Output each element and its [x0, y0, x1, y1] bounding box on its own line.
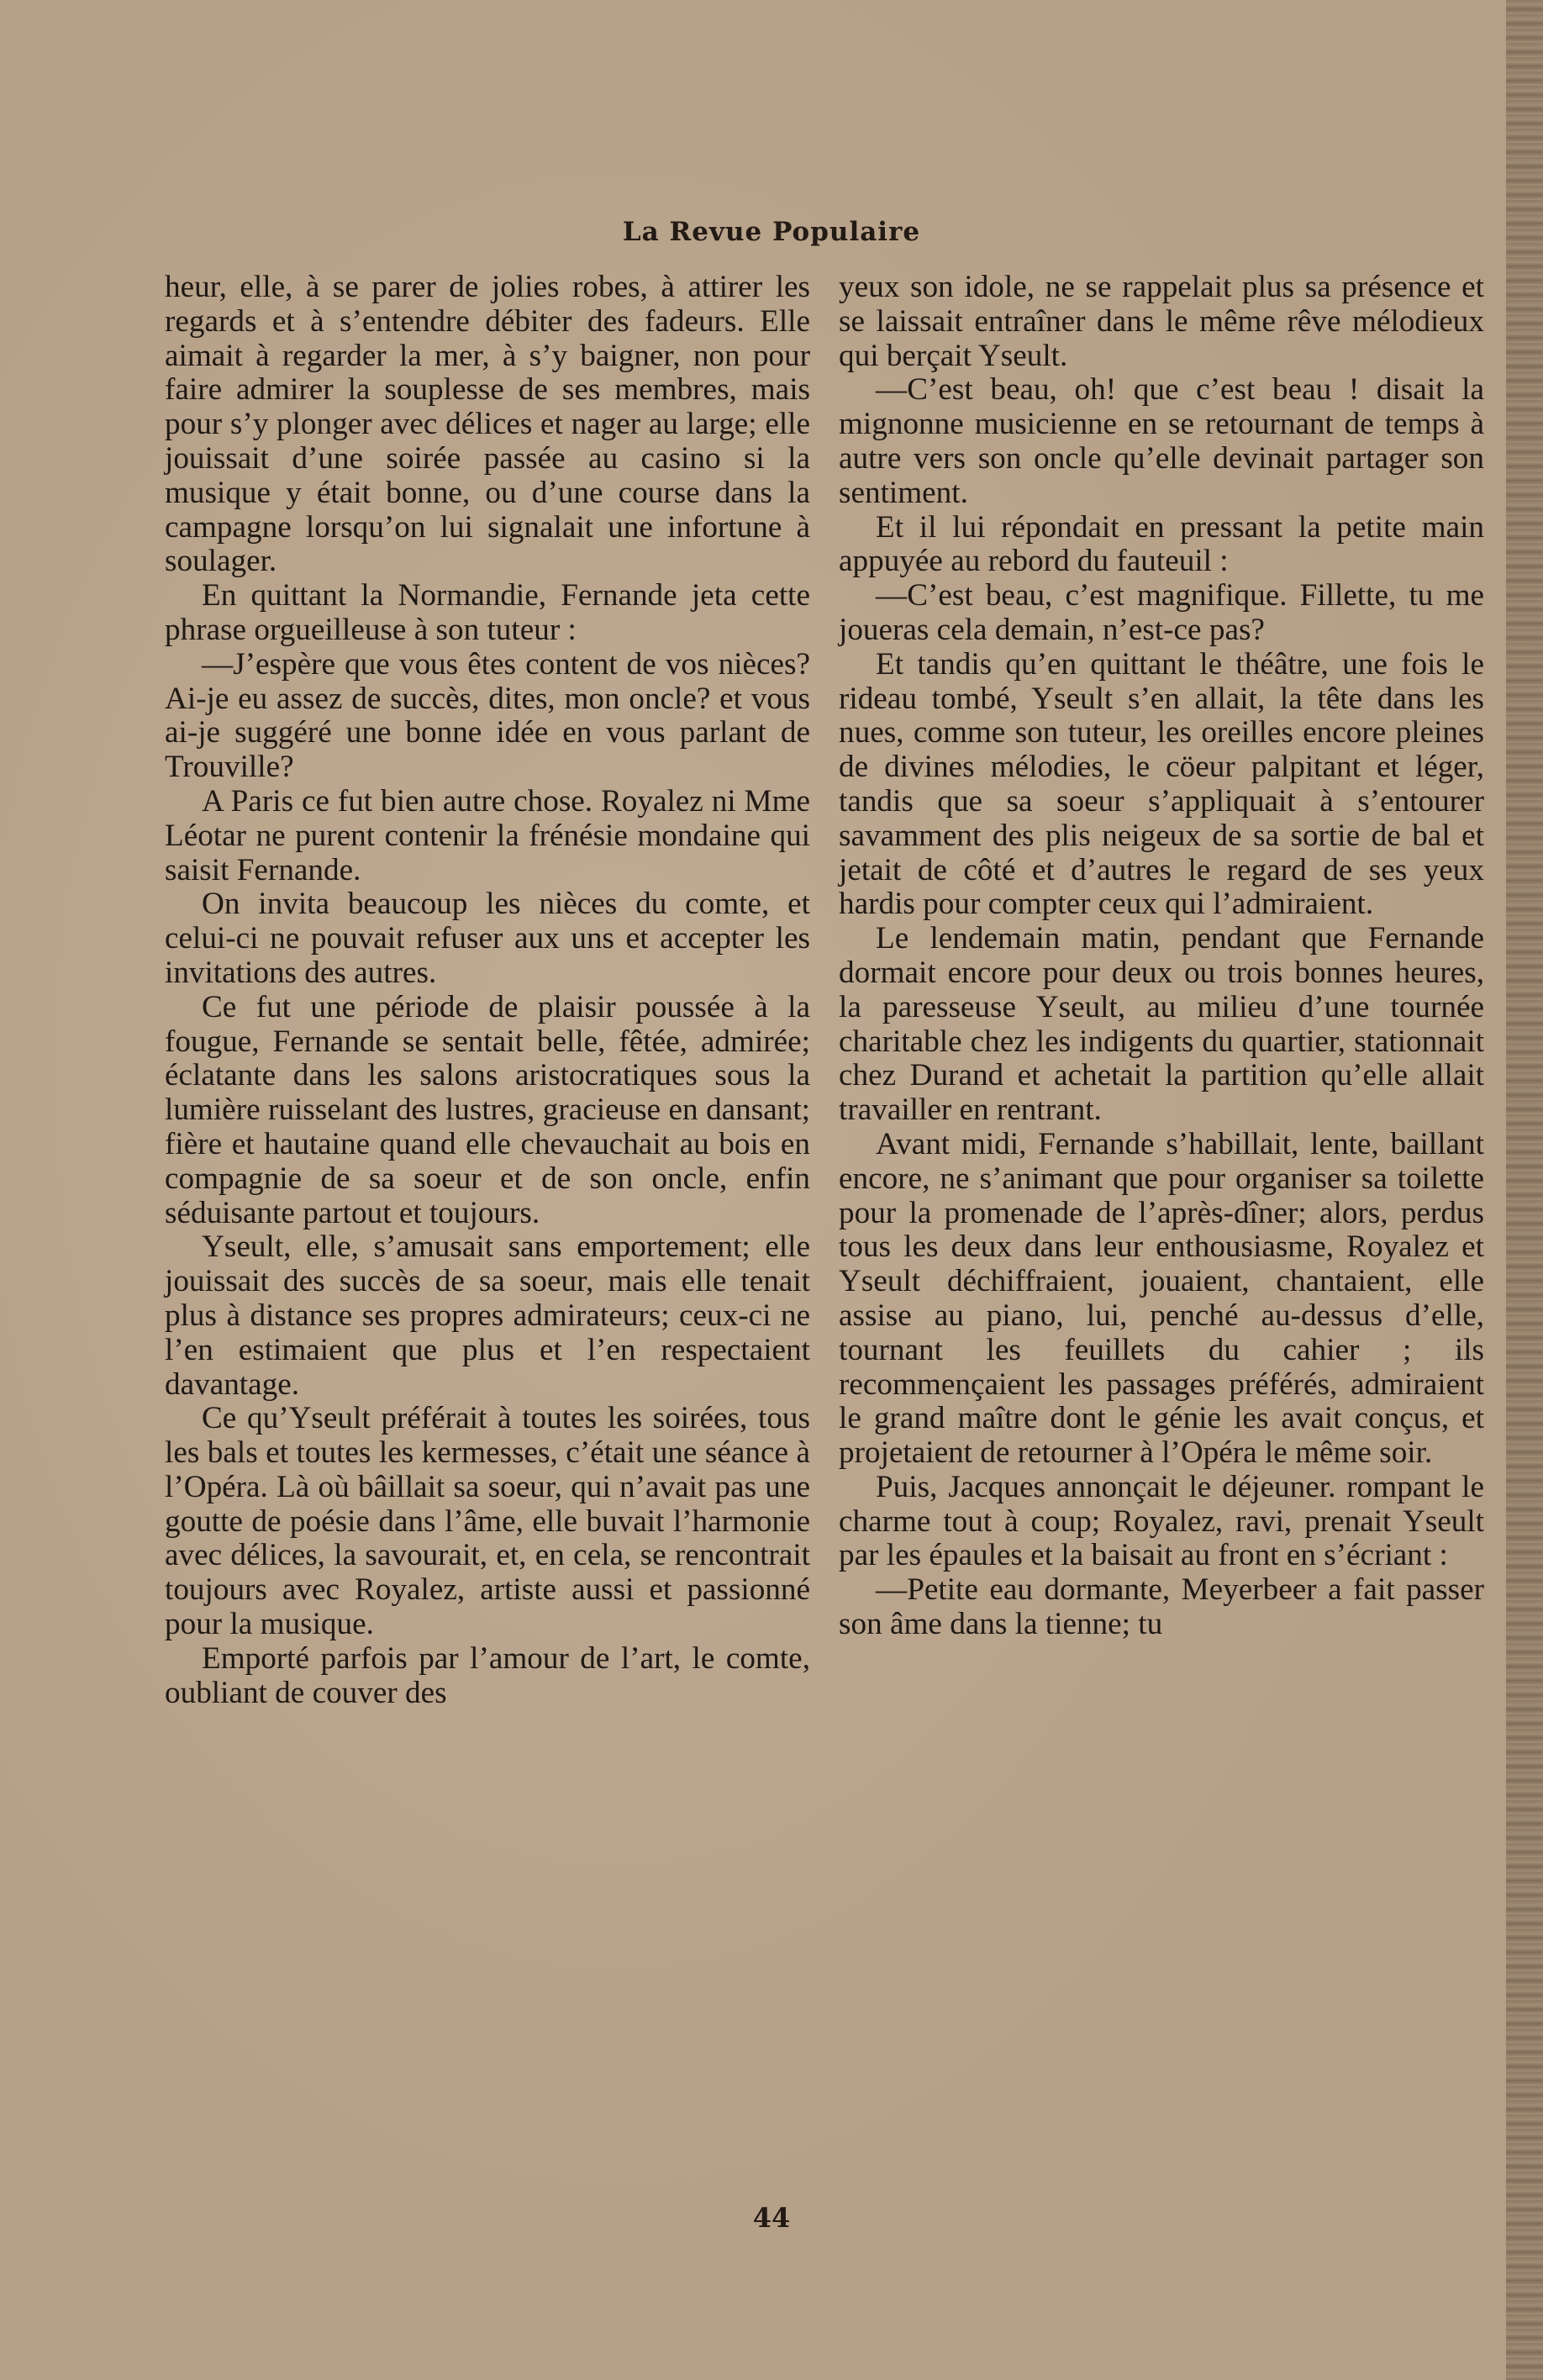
paragraph: —Petite eau dormante, Meyerbeer a fait passer son âme dans la tienne; tu [839, 1572, 1484, 1642]
page-edge-shadow [1506, 0, 1543, 2380]
paragraph: Emporté parfois par l’amour de l’art, le comte, oubliant de couver des [165, 1640, 810, 1710]
paragraph: —C’est beau, c’est magnifique. Fillette, tu me joueras cela demain, n’est-ce pas? [839, 578, 1484, 647]
paragraph: A Paris ce fut bien autre chose. Royalez ni Mme Léotar ne purent contenir la frénésie mondaine qui saisit Fernande. [165, 783, 810, 887]
paragraph: Puis, Jacques annonçait le déjeuner. rompant le charme tout à coup; Royalez, ravi, prenait Yseult par les épaules et la baisait au front en s’écriant : [839, 1469, 1484, 1573]
paragraph: Et tandis qu’en quittant le théâtre, une fois le rideau tombé, Yseult s’en allait, la tête dans les nues, comme son tuteur, les oreilles encore pleines de divines mélodies, le cöeur palpitant et léger, tandis que sa soeur s’appliquait à s’entourer savamment des plis neigeux de sa sortie de bal et jetait de côté et d’autres le regard de ses yeux hardis pour compter ceux qui l’admiraient. [839, 646, 1484, 922]
left-text-column [165, 271, 810, 1710]
paragraph: Avant midi, Fernande s’habillait, lente, baillant encore, ne s’animant que pour organiser sa toilette pour la promenade de l’après-dîner; alors, perdus tous les deux dans leur enthousiasme, Royalez et Yseult déchiffraient, jouaient, chantaient, elle assise au piano, lui, penché au-dessus d’elle, tournant les feuillets du cahier ; ils recommençaient les passages préférés, admiraient le grand maître dont le génie les avait conçus, et projetaient de retourner à l’Opéra le même soir. [839, 1126, 1484, 1471]
paragraph: heur, elle, à se parer de jolies robes, à attirer les regards et à s’entendre débiter des fadeurs. Elle aimait à regarder la mer, à s’y baigner, non pour faire admirer la souplesse de ses membres, mais pour s’y plonger avec délices et nager au large; elle jouissait d’une soirée passée au casino si la musique y était bonne, ou d’une course dans la campagne lorsqu’on lui signalait une infortune à soulager. [165, 270, 810, 579]
paragraph: —J’espère que vous êtes content de vos nièces? Ai-je eu assez de succès, dites, mon oncle? et vous ai-je suggéré une bonne idée en vous parlant de Trouville? [165, 646, 810, 785]
paragraph: Et il lui répondait en pressant la petite main appuyée au rebord du fauteuil : [839, 509, 1484, 579]
right-text-column [839, 271, 1484, 1642]
paragraph: yeux son idole, ne se rappelait plus sa présence et se laissait entraîner dans le même rêve mélodieux qui berçait Yseult. [839, 270, 1484, 373]
paragraph: —C’est beau, oh! que c’est beau ! disait la mignonne musicienne en se retournant de temps à autre vers son oncle qu’elle devinait partager son sentiment. [839, 372, 1484, 510]
paragraph: On invita beaucoup les nièces du comte, et celui-ci ne pouvait refuser aux uns et accepter les invitations des autres. [165, 887, 810, 990]
running-header: La Revue Populaire [622, 217, 921, 247]
page-number: 44 [752, 2202, 791, 2234]
paragraph: En quittant la Normandie, Fernande jeta cette phrase orgueilleuse à son tuteur : [165, 578, 810, 647]
paragraph: Ce fut une période de plaisir poussée à la fougue, Fernande se sentait belle, fêtée, admirée; éclatante dans les salons aristocratiques sous la lumière ruisselant des lustres, gracieuse en dansant; fière et hautaine quand elle chevauchait au bois en compagnie de sa soeur et de son oncle, enfin séduisante partout et toujours. [165, 989, 810, 1230]
paragraph: Le lendemain matin, pendant que Fernande dormait encore pour deux ou trois bonnes heures, la paresseuse Yseult, au milieu d’une tournée charitable chez les indigents du quartier, stationnait chez Durand et achetait la partition qu’elle allait travailler en rentrant. [839, 921, 1484, 1128]
paragraph: Ce qu’Yseult préférait à toutes les soirées, tous les bals et toutes les kermesses, c’était une séance à l’Opéra. Là où bâillait sa soeur, qui n’avait pas une goutte de poésie dans l’âme, elle buvait l’harmonie avec délices, la savourait, et, en cela, se rencontrait toujours avec Royalez, artiste aussi et passionné pour la musique. [165, 1401, 810, 1642]
paragraph: Yseult, elle, s’amusait sans emportement; elle jouissait des succès de sa soeur, mais elle tenait plus à distance ses propres admirateurs; ceux-ci ne l’en estimaient que plus et l’en respectaient davantage. [165, 1229, 810, 1402]
